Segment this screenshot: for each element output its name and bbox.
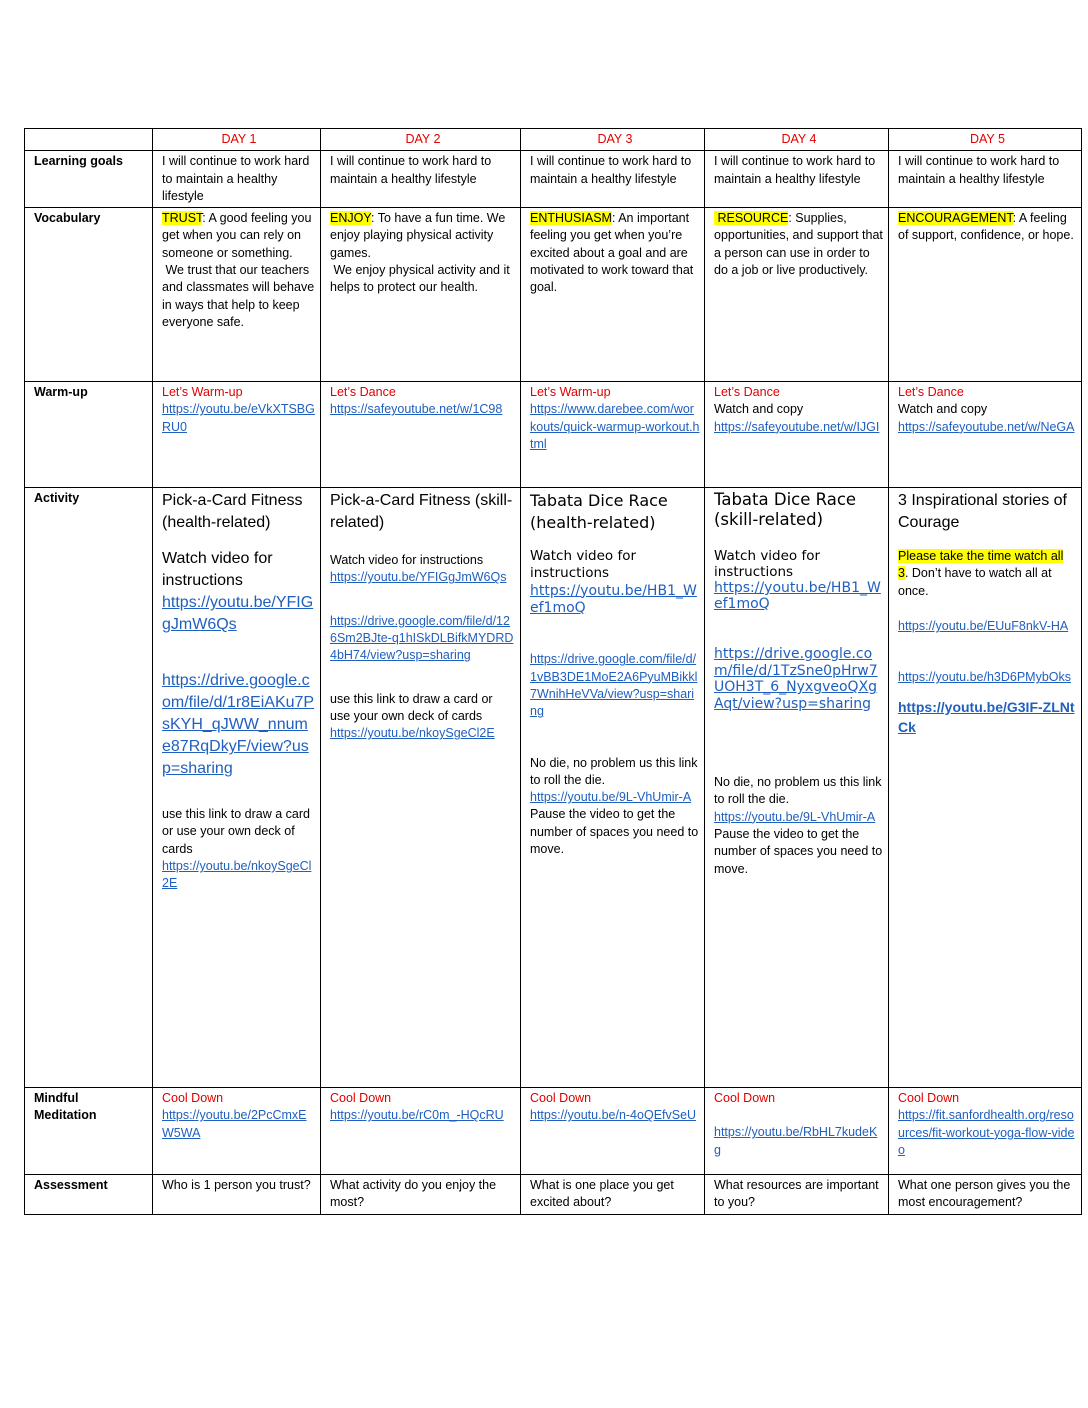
activity-cell-day-4 <box>705 488 889 1088</box>
activity-title: Tabata Dice Race (health-related) <box>530 491 668 533</box>
activity-cell-day-5 <box>889 488 1082 1088</box>
activity-dice-link[interactable]: https://youtu.be/9L-VhUmir-A <box>714 809 876 824</box>
vocab-definition: : A good feeling you get when you can rely on someone or something. <box>162 211 312 260</box>
warmup-link[interactable]: https://safeyoutube.net/w/1C98 <box>330 402 503 417</box>
warmup-note: Watch and copy <box>898 402 988 417</box>
warmup-title: Let’s Dance <box>714 385 780 400</box>
activity-watch-text: Watch video for instructions <box>330 553 484 568</box>
warmup-cell <box>705 382 889 488</box>
assessment-row <box>25 1175 1082 1215</box>
cooldown-link[interactable]: https://youtu.be/2PcCmxEW5WA <box>162 1108 307 1140</box>
warmup-cell <box>321 382 521 488</box>
warmup-title: Let’s Warm-up <box>530 385 611 400</box>
vocab-definition: : Supplies, opportunities, and support that a person can use in order to do a job or live productively. <box>714 211 883 278</box>
watch-all-highlight: Please take the time watch all 3 <box>898 549 1064 581</box>
warmup-label: Warm-up <box>25 382 153 488</box>
activity-label: Activity <box>25 488 153 1088</box>
lesson-plan-table <box>24 128 1082 1215</box>
vocab-example: We trust that our teachers and classmates will behave in ways that help to keep everyone safe. <box>162 263 318 329</box>
learning-goal-cell: I will continue to work hard to maintain a healthy lifestyle <box>889 151 1082 208</box>
activity-row <box>25 488 1082 1088</box>
cooldown-link[interactable]: https://youtu.be/rC0m_-HQcRU <box>330 1108 504 1123</box>
mindful-row <box>25 1088 1082 1175</box>
activity-dice-link[interactable]: https://youtu.be/9L-VhUmir-A <box>530 790 692 805</box>
day-1-header: DAY 1 <box>153 129 321 151</box>
vocabulary-cell <box>521 208 705 382</box>
cooldown-title: Cool Down <box>162 1091 224 1106</box>
story-link-1[interactable]: https://youtu.be/EUuF8nkV-HA <box>898 619 1069 634</box>
activity-note <box>898 548 1077 600</box>
vocabulary-label: Vocabulary <box>25 208 153 382</box>
warmup-note: Watch and copy <box>714 402 804 417</box>
activity-drive-link[interactable]: https://drive.google.com/file/d/1TzSne0pHrw7UOH3T_6_NyxgveoQXgAqt/view?usp=sharing <box>714 646 878 712</box>
learning-goals-label: Learning goals <box>25 151 153 208</box>
activity-die-text: No die, no problem us this link to roll the die. <box>714 775 882 807</box>
vocabulary-cell <box>889 208 1082 382</box>
activity-cell-day-3 <box>521 488 705 1088</box>
assessment-cell: What resources are important to you? <box>705 1175 889 1215</box>
cooldown-title: Cool Down <box>530 1091 592 1106</box>
warmup-cell <box>521 382 705 488</box>
activity-pause-text: Pause the video to get the number of spaces you need to move. <box>714 827 883 876</box>
day-2-header: DAY 2 <box>321 129 521 151</box>
activity-title: Pick-a-Card Fitness (skill-related) <box>330 492 513 532</box>
activity-watch-text: Watch video for instructions <box>530 548 637 582</box>
activity-drive-link[interactable]: https://drive.google.com/file/d/126Sm2BJte-q1hISkDLBifkMYDRD4bH74/view?usp=sharing <box>330 613 514 663</box>
warmup-link[interactable]: https://youtu.be/eVkXTSBGRU0 <box>162 402 315 434</box>
activity-video-link[interactable]: https://youtu.be/YFIGgJmW6Qs <box>162 594 314 634</box>
cooldown-title: Cool Down <box>714 1091 776 1106</box>
activity-drive-link[interactable]: https://drive.google.com/file/d/1r8EiAKu7PsKYH_qJWW_nnume87RqDkyF/view?usp=sharing <box>162 672 315 778</box>
day-4-header: DAY 4 <box>705 129 889 151</box>
activity-cell-day-2 <box>321 488 521 1088</box>
learning-goal-cell: I will continue to work hard to maintain a healthy lifestyle <box>705 151 889 208</box>
activity-title: Tabata Dice Race (skill-related) <box>714 490 857 530</box>
warmup-title: Let’s Warm-up <box>162 385 243 400</box>
assessment-cell: Who is 1 person you trust? <box>153 1175 321 1215</box>
activity-video-link[interactable]: https://youtu.be/HB1_Wef1moQ <box>530 582 697 617</box>
day-5-header: DAY 5 <box>889 129 1082 151</box>
warmup-link[interactable]: https://safeyoutube.net/w/NeGA <box>898 419 1075 434</box>
story-link-3[interactable]: https://youtu.be/G3IF-ZLNtCk <box>898 698 1075 735</box>
vocabulary-cell <box>705 208 889 382</box>
activity-draw-text: use this link to draw a card or use your own deck of cards <box>330 691 493 723</box>
warmup-link[interactable]: https://safeyoutube.net/w/IJGI <box>714 419 880 434</box>
activity-card-link[interactable]: https://youtu.be/nkoySgeCl2E <box>330 726 495 741</box>
assessment-cell: What is one place you get excited about? <box>521 1175 705 1215</box>
assessment-label: Assessment <box>25 1175 153 1215</box>
activity-watch-text: Watch video for instructions <box>162 550 273 590</box>
activity-draw-text: use this link to draw a card or use your own deck of cards <box>162 807 310 856</box>
vocab-definition: : A feeling of support, confidence, or hope. <box>898 211 1074 243</box>
mindful-label-line1: Mindful <box>34 1091 79 1106</box>
vocab-word: RESOURCE <box>714 211 789 226</box>
vocab-word: ENJOY <box>330 211 371 226</box>
warmup-title: Let’s Dance <box>898 385 964 400</box>
mindful-cell <box>521 1088 705 1175</box>
activity-die-text: No die, no problem us this link to roll the die. <box>530 755 698 787</box>
activity-video-link[interactable]: https://youtu.be/YFIGgJmW6Qs <box>330 570 507 585</box>
corner-cell <box>25 129 153 151</box>
activity-title: 3 Inspirational stories of Courage <box>898 492 1067 532</box>
cooldown-title: Cool Down <box>898 1091 960 1106</box>
warmup-title: Let’s Dance <box>330 385 396 400</box>
day-3-header: DAY 3 <box>521 129 705 151</box>
vocab-definition: : An important feeling you get when you’re excited about a goal and are motivated to work toward that goal. <box>530 211 694 295</box>
mindful-cell <box>321 1088 521 1175</box>
mindful-label <box>25 1088 153 1175</box>
vocab-example: We enjoy physical activity and it helps to protect our health. <box>330 263 514 295</box>
vocab-word: ENTHUSIASM <box>530 211 612 226</box>
assessment-cell: What activity do you enjoy the most? <box>321 1175 521 1215</box>
activity-watch-text: Watch video for instructions <box>714 548 821 581</box>
learning-goal-cell: I will continue to work hard to maintain a healthy lifestyle <box>153 151 321 208</box>
mindful-cell <box>889 1088 1082 1175</box>
story-link-2[interactable]: https://youtu.be/h3D6PMybOks <box>898 670 1072 685</box>
vocab-word: ENCOURAGEMENT <box>898 211 1013 226</box>
watch-note-rest: . Don’t have to watch all at once. <box>898 566 1052 598</box>
learning-goals-row <box>25 151 1082 208</box>
vocab-word: TRUST <box>162 211 203 226</box>
activity-cell-day-1 <box>153 488 321 1088</box>
mindful-label-line2: Meditation <box>34 1108 97 1123</box>
warmup-link[interactable]: https://www.darebee.com/workouts/quick-warmup-workout.html <box>530 402 700 452</box>
mindful-cell <box>153 1088 321 1175</box>
vocabulary-row <box>25 208 1082 382</box>
warmup-cell <box>153 382 321 488</box>
vocab-definition: : To have a fun time. We enjoy playing physical activity games. <box>330 211 506 260</box>
activity-title: Pick-a-Card Fitness (health-related) <box>162 492 303 532</box>
vocabulary-cell <box>153 208 321 382</box>
learning-goal-cell: I will continue to work hard to maintain a healthy lifestyle <box>321 151 521 208</box>
activity-pause-text: Pause the video to get the number of spaces you need to move. <box>530 807 699 857</box>
warmup-cell <box>889 382 1082 488</box>
cooldown-title: Cool Down <box>330 1091 392 1106</box>
cooldown-link[interactable]: https://youtu.be/RbHL7kudeKg <box>714 1125 878 1157</box>
activity-drive-link[interactable]: https://drive.google.com/file/d/1vBB3DE1MoE2A6PyuMBikkl7WnihHeVVa/view?usp=sharing <box>530 652 698 719</box>
learning-goal-cell: I will continue to work hard to maintain a healthy lifestyle <box>521 151 705 208</box>
day-header-row <box>25 129 1082 151</box>
activity-card-link[interactable]: https://youtu.be/nkoySgeCl2E <box>162 859 312 891</box>
cooldown-link[interactable]: https://youtu.be/n-4oQEfvSeU <box>530 1108 697 1123</box>
cooldown-link[interactable]: https://fit.sanfordhealth.org/resources/fit-workout-yoga-flow-video <box>898 1108 1075 1158</box>
warmup-row <box>25 382 1082 488</box>
activity-video-link[interactable]: https://youtu.be/HB1_Wef1moQ <box>714 580 881 613</box>
mindful-cell <box>705 1088 889 1175</box>
assessment-cell: What one person gives you the most encouragement? <box>889 1175 1082 1215</box>
vocabulary-cell <box>321 208 521 382</box>
